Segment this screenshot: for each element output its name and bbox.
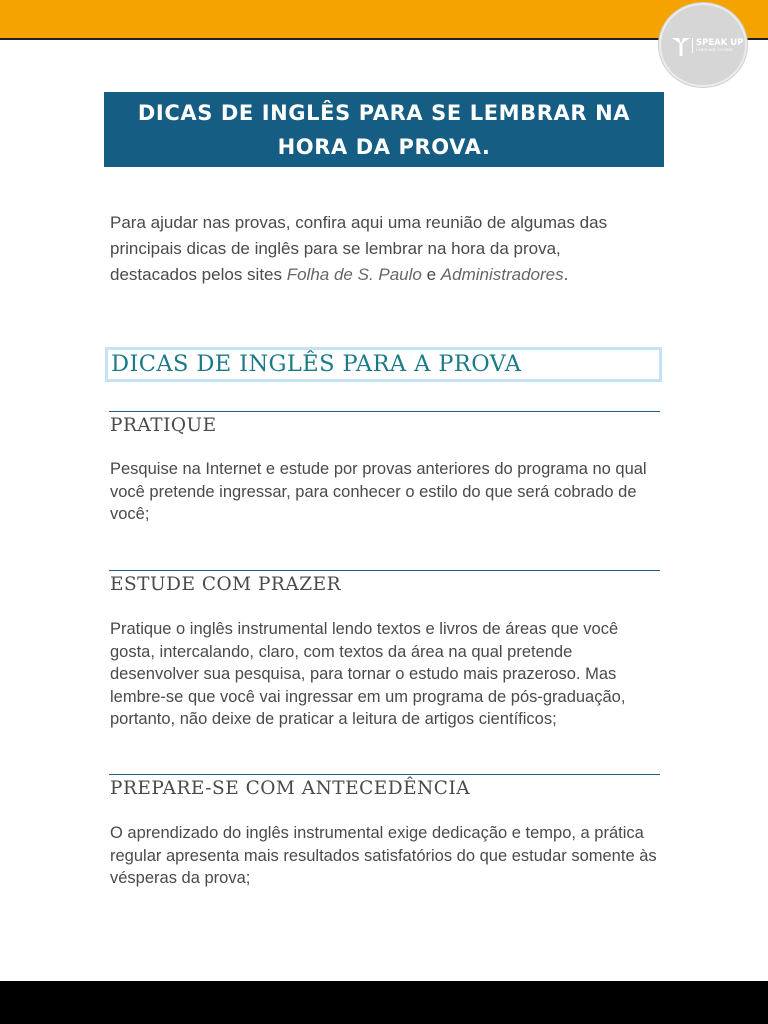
intro-source-folha: Folha de S. Paulo — [286, 265, 422, 284]
logo-tagline: LANGUAGE COURSE — [696, 48, 733, 52]
speak-up-logo — [659, 3, 747, 87]
section-heading: DICAS DE INGLÊS PARA A PROVA — [111, 351, 522, 377]
tip-heading-estude-com-prazer: ESTUDE COM PRAZER — [110, 574, 341, 595]
intro-text: Para ajudar nas provas, confira aqui uma reunião de algumas das principais dicas de inglês para se lembrar na hora da prova, destacados pelos sites — [110, 213, 608, 284]
divider-rule — [109, 570, 660, 571]
section-heading-box — [105, 347, 662, 382]
title-banner — [104, 92, 664, 167]
footer-band — [0, 981, 768, 1024]
intro-paragraph — [110, 210, 650, 288]
logo-name: SPEAK UP — [696, 38, 744, 48]
divider-rule — [109, 411, 660, 412]
tip-text-prepare-se: O aprendizado do inglês instrumental exige dedicação e tempo, a prática regular apresenta mais resultados satisfatórios do que estudar somente às vésperas da prova; — [110, 824, 657, 887]
tip-heading-prepare-se: PREPARE-SE COM ANTECEDÊNCIA — [110, 778, 471, 799]
logo-text — [692, 38, 746, 53]
intro-source-administradores: Administradores — [440, 265, 564, 284]
tip-text-pratique: Pesquise na Internet e estude por provas anteriores do programa no qual você pretende ingressar, para conhecer o estilo do que será cobrado de você; — [110, 460, 647, 523]
page-title: DICAS DE INGLÊS PARA SE LEMBRAR NA HORA DA PROVA. — [137, 100, 631, 159]
tip-heading-pratique: PRATIQUE — [110, 415, 217, 436]
intro-end: . — [563, 265, 569, 284]
top-band — [0, 0, 768, 40]
logo-y-mark-icon — [670, 36, 692, 58]
tip-text-estude-com-prazer: Pratique o inglês instrumental lendo textos e livros de áreas que você gosta, intercalando, claro, com textos da área na qual pretende desenvolver sua pesquisa, para tornar o estudo mais prazeroso. Mas lembre-se que você vai ingressar em um programa de pós-graduação, portanto, não deixe de praticar a leitura de artigos científicos; — [110, 620, 626, 728]
divider-rule — [109, 774, 660, 775]
intro-connector: e — [421, 265, 441, 284]
